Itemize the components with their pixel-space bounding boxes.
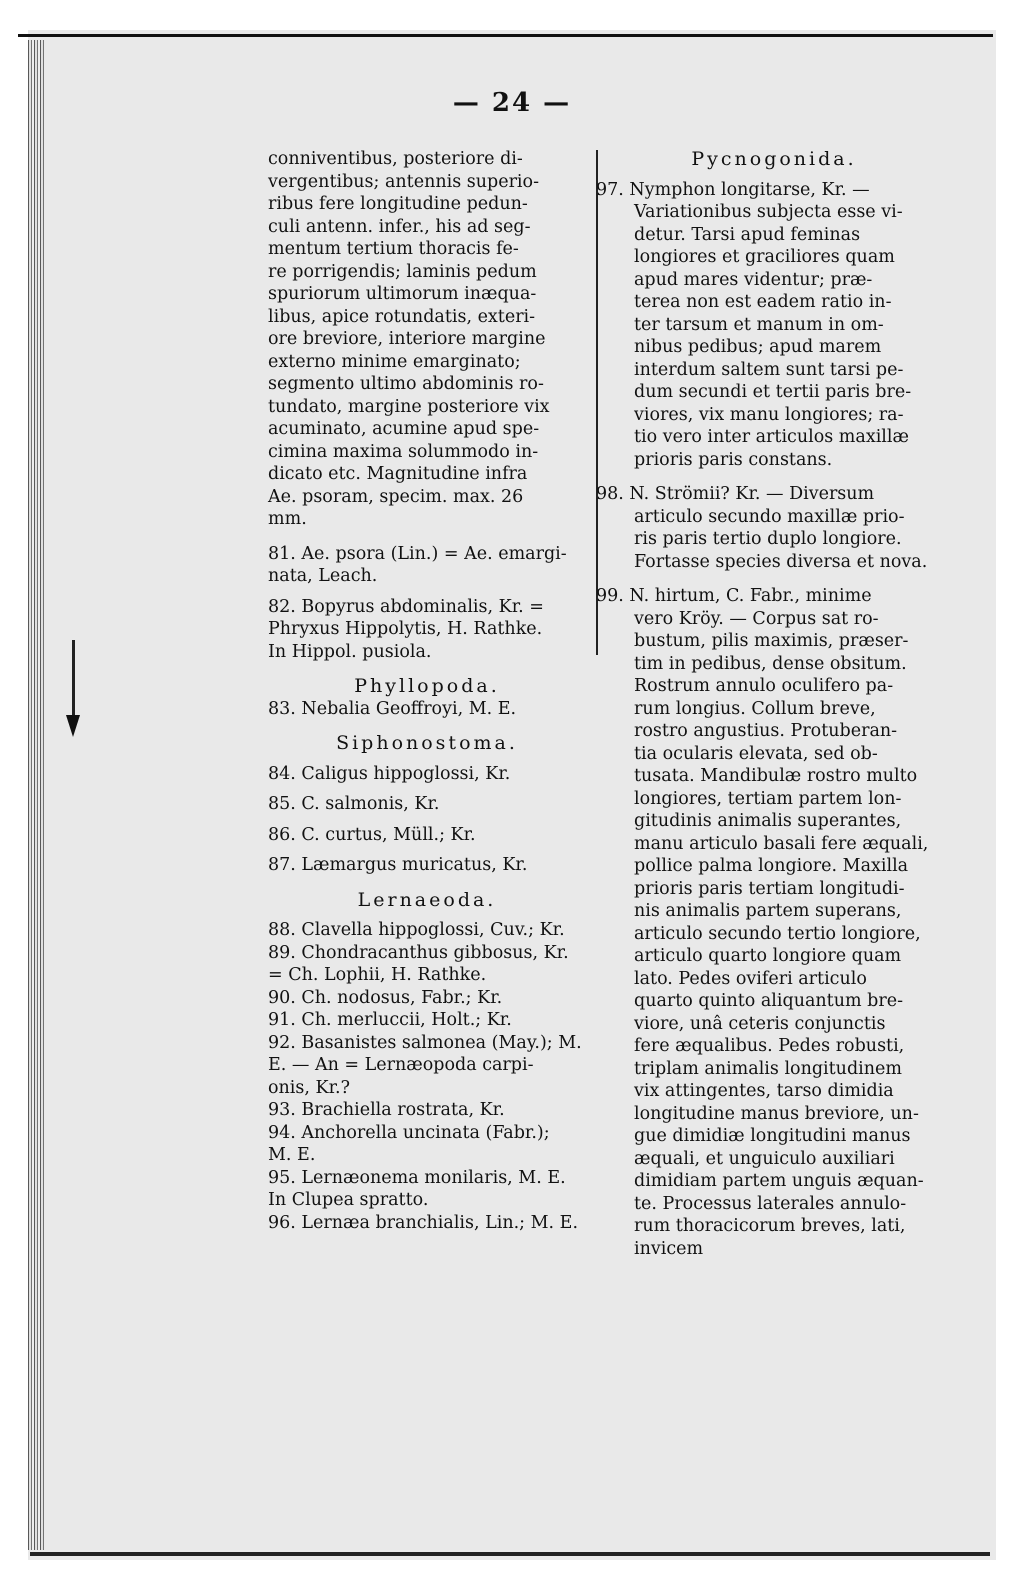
- spacer: [268, 877, 586, 889]
- entry-line: 84. Caligus hippoglossi, Kr.: [268, 763, 511, 784]
- list-item: [268, 854, 586, 877]
- entry-line: terea non est eadem ratio in-: [634, 292, 892, 312]
- entry-line: viores, vix manu longiores; ra-: [634, 404, 904, 425]
- entry-line: 96. Lernæa branchialis, Lin.; M. E.: [268, 1212, 579, 1233]
- spacer: [268, 911, 586, 919]
- entry-line: 81. Ae. psora (Lin.) = Ae. emargi-: [268, 543, 567, 564]
- entry-line: fere æqualibus. Pedes robusti,: [634, 1036, 905, 1056]
- entry-line: tim in pedibus, dense obsitum.: [634, 653, 907, 674]
- text-line: externo minime emarginato;: [268, 351, 521, 372]
- entry-line: 95. Lernæonema monilaris, M. E.: [268, 1167, 566, 1188]
- list-item: [268, 1167, 586, 1212]
- entry-line: E. — An = Lernæopoda carpi-: [268, 1055, 534, 1075]
- section-heading: Phyllopoda.: [354, 675, 500, 697]
- entry-line: 86. C. curtus, Müll.; Kr.: [268, 824, 476, 845]
- spacer: [268, 755, 586, 763]
- entry-line: apud mares videntur; præ-: [634, 269, 873, 290]
- entry-line: pollice palma longiore. Maxilla: [634, 856, 909, 876]
- entry-line: manu articulo basali fere æquali,: [634, 833, 929, 854]
- text-line: ribus fere longitudine pedun-: [268, 194, 528, 214]
- text-line: vergentibus; antennis superio-: [268, 171, 539, 192]
- entry-line: Rostrum annulo oculifero pa-: [634, 676, 894, 696]
- entry-line: 98. N. Strömii? Kr. — Diversum: [596, 484, 875, 504]
- entry-line: rum thoracicorum breves, lati,: [634, 1216, 906, 1236]
- entry-line: tia ocularis elevata, sed ob-: [634, 743, 878, 764]
- spacer: [268, 785, 586, 793]
- spacer: [596, 573, 952, 585]
- text-line: ore breviore, interiore margine: [268, 329, 546, 349]
- entry-line: longitudine manus breviore, un-: [634, 1103, 919, 1124]
- spacer: [268, 720, 586, 732]
- entry-line: rostro angustius. Protuberan-: [634, 721, 898, 741]
- entry-line: gitudinis animalis superantes,: [634, 811, 902, 831]
- list-item: [268, 919, 586, 942]
- entry-line: interdum saltem sunt tarsi pe-: [634, 359, 904, 380]
- text-line: Ae. psoram, specim. max. 26: [268, 486, 524, 507]
- entry-line: lato. Pedes oviferi articulo: [634, 968, 867, 989]
- spacer: [596, 471, 952, 483]
- entry-line: articulo secundo tertio longiore,: [634, 923, 921, 944]
- text-line: segmento ultimo abdominis ro-: [268, 374, 544, 394]
- text-line: mm.: [268, 509, 307, 529]
- list-item: [268, 942, 586, 987]
- entry-line: gue dimidiæ longitudini manus: [634, 1126, 911, 1146]
- entry-line: 83. Nebalia Geoffroyi, M. E.: [268, 698, 517, 719]
- entry-line: Phryxus Hippolytis, H. Rathke.: [268, 619, 543, 639]
- entry-line: vero Kröy. — Corpus sat ro-: [634, 608, 879, 629]
- entry-line: nis animalis partem superans,: [634, 901, 902, 921]
- entry-line: M. E.: [268, 1145, 316, 1165]
- text-line: libus, apice rotundatis, exteri-: [268, 306, 536, 327]
- text-line: acuminato, acumine apud spe-: [268, 419, 540, 439]
- list-item: [268, 1099, 586, 1122]
- list-item: [268, 824, 586, 847]
- entry-line: nibus pedibus; apud marem: [634, 337, 882, 357]
- entry-line: 99. N. hirtum, C. Fabr., minime: [596, 586, 872, 606]
- entry-line: vix attingentes, tarso dimidia: [634, 1081, 894, 1101]
- entry-line: te. Processus laterales annulo-: [634, 1193, 907, 1214]
- entry-line: quarto quinto aliquantum bre-: [634, 991, 903, 1011]
- entry-line: In Hippol. pusiola.: [268, 641, 432, 662]
- entry-line: triplam animalis longitudinem: [634, 1058, 902, 1079]
- entry-line: dum secundi et tertii paris bre-: [634, 382, 912, 402]
- list-item: [596, 483, 952, 573]
- spacer: [268, 846, 586, 854]
- entry-line: nata, Leach.: [268, 566, 378, 586]
- spacer: [268, 663, 586, 675]
- spacer: [596, 171, 952, 179]
- spacer: [268, 816, 586, 824]
- entry-line: onis, Kr.?: [268, 1077, 350, 1098]
- entry-line: detur. Tarsi apud feminas: [634, 224, 861, 245]
- entry-line: prioris paris tertiam longitudi-: [634, 878, 905, 899]
- list-item: [268, 763, 586, 786]
- list-item: [268, 1032, 586, 1100]
- entry-line: 87. Læmargus muricatus, Kr.: [268, 855, 528, 875]
- section-heading: Lernaeoda.: [357, 888, 497, 911]
- section-heading: Siphonostoma.: [336, 732, 518, 754]
- entry-line: 89. Chondracanthus gibbosus, Kr.: [268, 942, 569, 963]
- text-line: spuriorum ultimorum inæqua-: [268, 284, 537, 304]
- entry-line: viore, unâ ceteris conjunctis: [634, 1013, 886, 1034]
- entry-line: 92. Basanistes salmonea (May.); M.: [268, 1032, 582, 1053]
- entry-line: In Clupea spratto.: [268, 1190, 429, 1210]
- section-heading: Pycnogonida.: [691, 148, 857, 170]
- text-line: conniventibus, posteriore di-: [268, 149, 523, 169]
- text-line: tundato, margine posteriore vix: [268, 396, 550, 417]
- entry-line: 91. Ch. merluccii, Holt.; Kr.: [268, 1010, 512, 1030]
- entry-line: 90. Ch. nodosus, Fabr.; Kr.: [268, 987, 503, 1008]
- bottom-rule: [30, 1552, 990, 1556]
- list-item: [268, 1212, 586, 1235]
- spacer: [268, 588, 586, 596]
- list-item: [268, 596, 586, 664]
- page-number: — 24 —: [452, 88, 572, 118]
- top-rule: [18, 34, 993, 37]
- entry-line: 82. Bopyrus abdominalis, Kr. =: [268, 596, 544, 617]
- list-item: [596, 585, 952, 1260]
- entry-line: longiores, tertiam partem lon-: [634, 788, 902, 809]
- entry-line: Fortasse species diversa et nova.: [634, 551, 928, 572]
- text-line: dicato etc. Magnitudine infra: [268, 464, 528, 484]
- list-item: [268, 698, 586, 721]
- text-line: mentum tertium thoracis fe-: [268, 239, 519, 259]
- list-item: [596, 179, 952, 472]
- entry-line: 97. Nymphon longitarse, Kr. —: [596, 179, 870, 200]
- right-column: [596, 148, 952, 1260]
- entry-line: bustum, pilis maximis, præser-: [634, 631, 909, 651]
- entry-line: 93. Brachiella rostrata, Kr.: [268, 1100, 505, 1120]
- entry-line: Variationibus subjecta esse vi-: [634, 202, 903, 222]
- entry-line: 85. C. salmonis, Kr.: [268, 794, 440, 814]
- entry-line: articulo quarto longiore quam: [634, 946, 902, 966]
- entry-line: ris paris tertio duplo longiore.: [634, 529, 902, 549]
- entry-line: longiores et graciliores quam: [634, 247, 895, 267]
- entry-line: invicem: [634, 1238, 704, 1259]
- entry-line: dimidiam partem unguis æquan-: [634, 1171, 924, 1191]
- text-line: re porrigendis; laminis pedum: [268, 261, 537, 282]
- spacer: [268, 531, 586, 543]
- entry-line: articulo secundo maxillæ prio-: [634, 506, 905, 527]
- list-item: [268, 543, 586, 588]
- text-line: cimina maxima solummodo in-: [268, 441, 539, 462]
- entry-line: prioris paris constans.: [634, 449, 833, 470]
- entry-line: rum longius. Collum breve,: [634, 698, 876, 719]
- arrow-icon: [66, 715, 80, 737]
- text-line: culi antenn. infer., his ad seg-: [268, 216, 531, 237]
- list-item: [268, 793, 586, 816]
- entry-line: æquali, et unguiculo auxiliari: [634, 1148, 895, 1169]
- entry-line: 94. Anchorella uncinata (Fabr.);: [268, 1122, 550, 1143]
- page-edge: [28, 40, 44, 1550]
- left-column: [268, 148, 586, 1234]
- entry-line: tio vero inter articulos maxillæ: [634, 427, 909, 447]
- entry-line: 88. Clavella hippoglossi, Cuv.; Kr.: [268, 920, 565, 940]
- entry-line: tusata. Mandibulæ rostro multo: [634, 766, 918, 786]
- list-item: [268, 1009, 586, 1032]
- list-item: [268, 987, 586, 1010]
- entry-line: ter tarsum et manum in om-: [634, 314, 884, 335]
- entry-line: = Ch. Lophii, H. Rathke.: [268, 965, 487, 985]
- list-item: [268, 1122, 586, 1167]
